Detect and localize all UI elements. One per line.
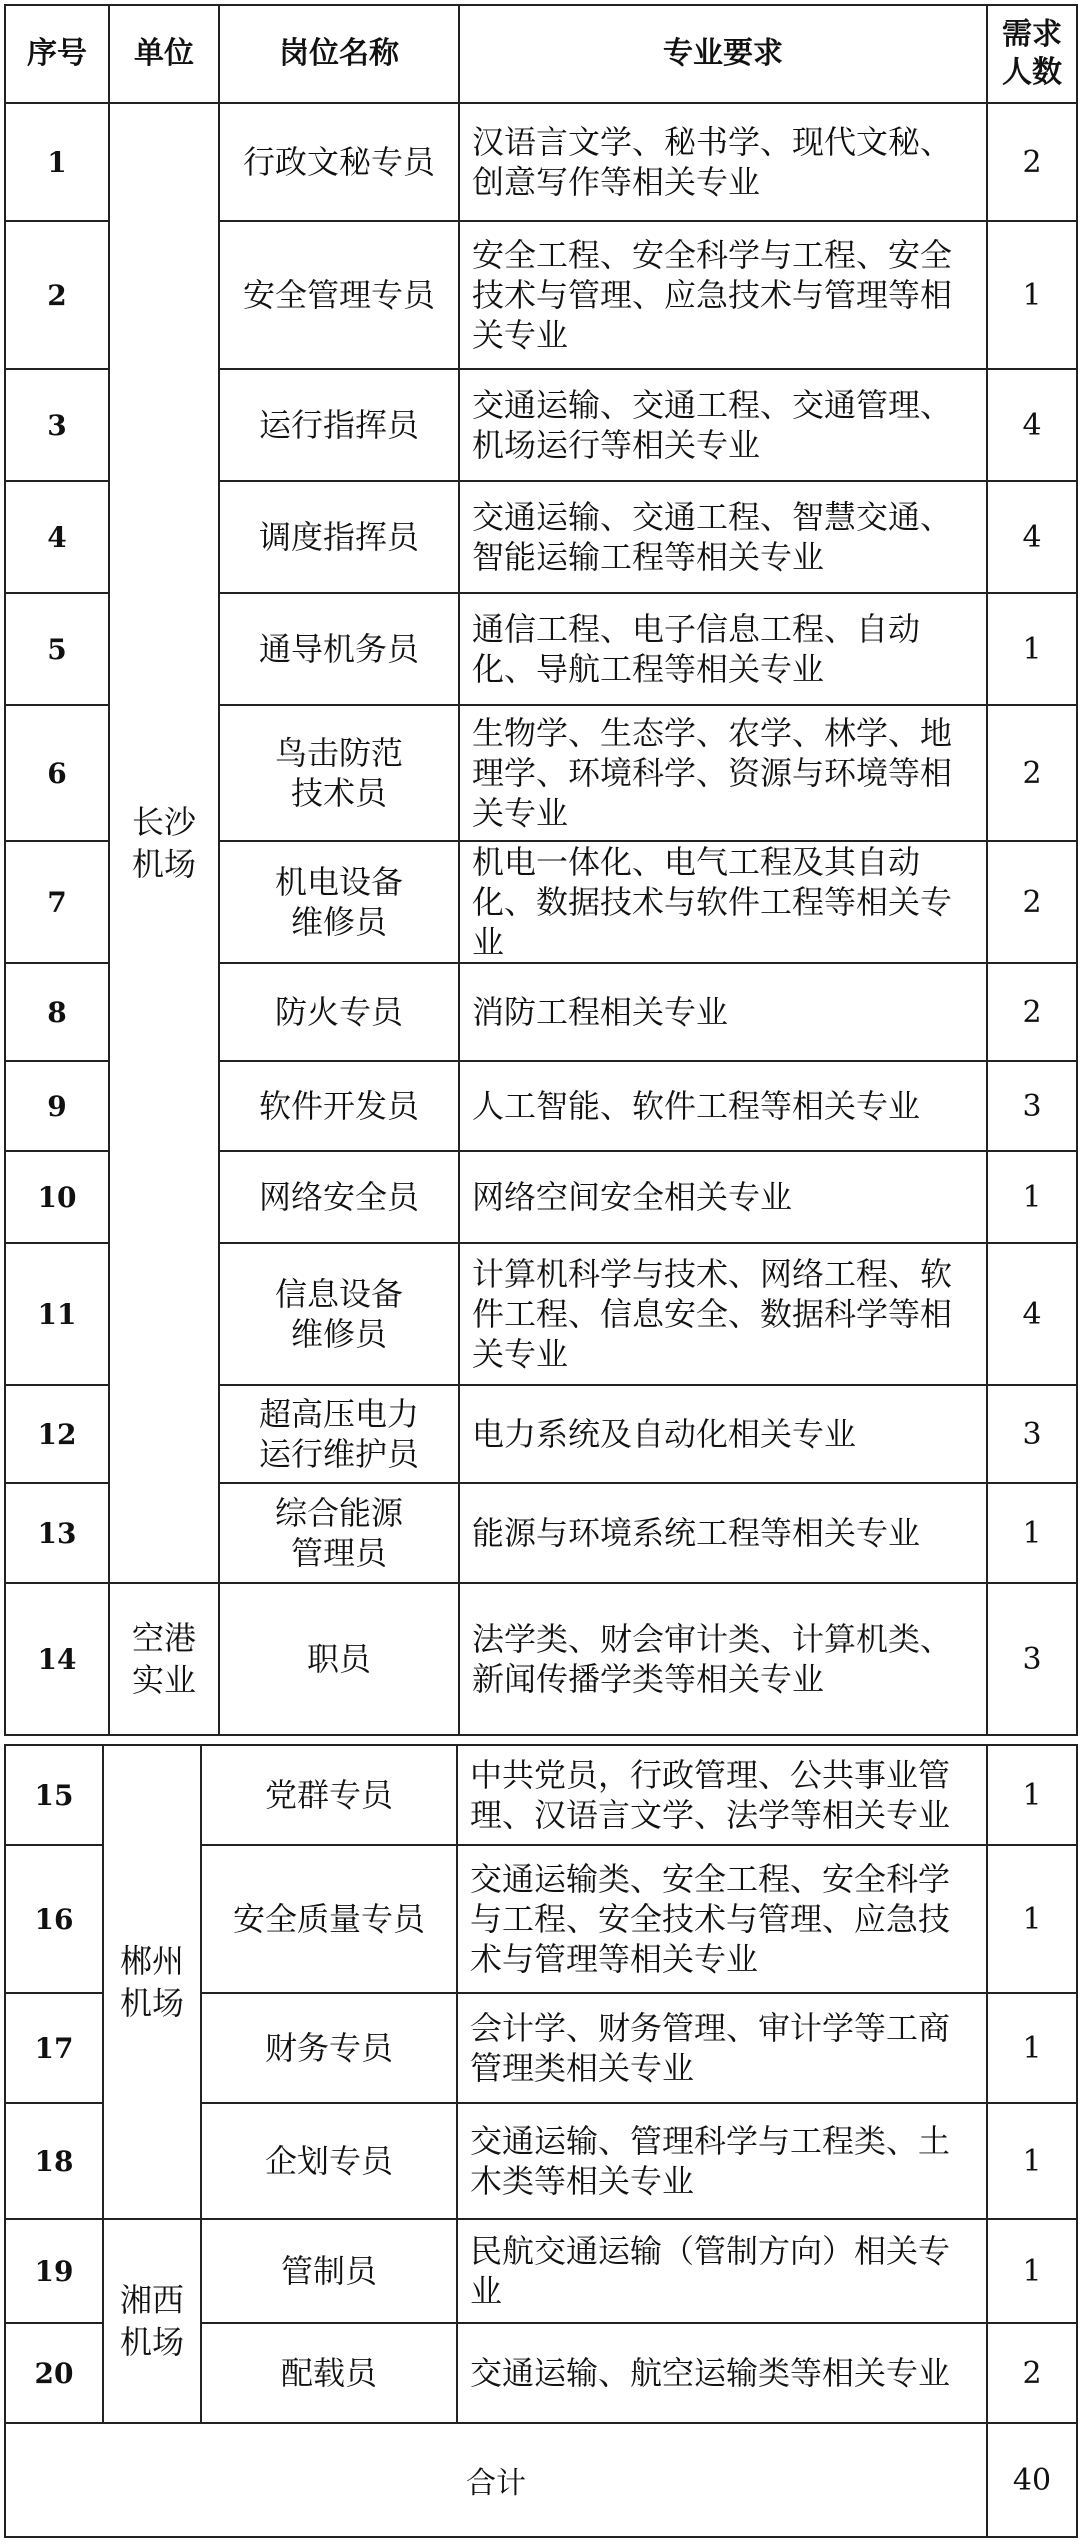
requirement-cell: 法学类、财会审计类、计算机类、新闻传播学类等相关专业 bbox=[459, 1583, 987, 1735]
position-cell: 管制员 bbox=[201, 2219, 457, 2323]
row-no: 2 bbox=[5, 221, 109, 369]
requirement-cell: 交通运输、交通工程、智慧交通、智能运输工程等相关专业 bbox=[459, 481, 987, 593]
requirement-cell: 电力系统及自动化相关专业 bbox=[459, 1385, 987, 1483]
position-cell bbox=[219, 841, 459, 963]
row-no: 8 bbox=[5, 963, 109, 1061]
row-no: 7 bbox=[5, 841, 109, 963]
position-cell: 通导机务员 bbox=[219, 593, 459, 705]
position-label: 综合能源管理员 bbox=[275, 1494, 404, 1572]
requirement-cell: 交通运输、交通工程、交通管理、机场运行等相关专业 bbox=[459, 369, 987, 481]
header-requirement: 专业要求 bbox=[459, 5, 987, 103]
header-seq: 序号 bbox=[5, 5, 109, 103]
requirement-cell: 人工智能、软件工程等相关专业 bbox=[459, 1061, 987, 1151]
count-cell: 2 bbox=[987, 705, 1077, 841]
row-no: 9 bbox=[5, 1061, 109, 1151]
count-cell: 1 bbox=[987, 1483, 1077, 1583]
row-no: 15 bbox=[5, 1745, 103, 1845]
row-no: 10 bbox=[5, 1151, 109, 1243]
unit-cell bbox=[103, 1745, 201, 2219]
row-no: 3 bbox=[5, 369, 109, 481]
requirement-cell: 计算机科学与技术、网络工程、软件工程、信息安全、数据科学等相关专业 bbox=[459, 1243, 987, 1385]
total-row bbox=[5, 2423, 1077, 2537]
position-cell: 行政文秘专员 bbox=[219, 103, 459, 221]
row-no: 14 bbox=[5, 1583, 109, 1735]
row-no: 1 bbox=[5, 103, 109, 221]
position-cell: 党群专员 bbox=[201, 1745, 457, 1845]
count-cell: 4 bbox=[987, 369, 1077, 481]
position-cell: 配载员 bbox=[201, 2323, 457, 2423]
count-cell: 3 bbox=[987, 1583, 1077, 1735]
requirement-cell: 消防工程相关专业 bbox=[459, 963, 987, 1061]
unit-cell bbox=[109, 103, 219, 1583]
position-cell: 软件开发员 bbox=[219, 1061, 459, 1151]
count-cell: 4 bbox=[987, 1243, 1077, 1385]
requirement-cell: 民航交通运输（管制方向）相关专业 bbox=[457, 2219, 987, 2323]
total-label: 合计 bbox=[5, 2423, 987, 2537]
unit-cell bbox=[103, 2219, 201, 2423]
requirement-cell: 通信工程、电子信息工程、自动化、导航工程等相关专业 bbox=[459, 593, 987, 705]
count-cell: 1 bbox=[987, 221, 1077, 369]
position-cell: 防火专员 bbox=[219, 963, 459, 1061]
position-cell bbox=[219, 1243, 459, 1385]
unit-cell bbox=[109, 1583, 219, 1735]
header-position: 岗位名称 bbox=[219, 5, 459, 103]
requirement-cell: 交通运输类、安全工程、安全科学与工程、安全技术与管理、应急技术与管理等相关专业 bbox=[457, 1845, 987, 1993]
position-cell: 财务专员 bbox=[201, 1993, 457, 2103]
position-label: 鸟击防范技术员 bbox=[275, 734, 404, 812]
row-no: 17 bbox=[5, 1993, 103, 2103]
position-cell: 安全质量专员 bbox=[201, 1845, 457, 1993]
unit-xiangxi: 湘西机场 bbox=[120, 2281, 185, 2361]
count-cell: 1 bbox=[987, 1993, 1077, 2103]
position-label: 机电设备维修员 bbox=[275, 863, 404, 941]
table-row bbox=[5, 103, 1077, 221]
position-cell bbox=[219, 705, 459, 841]
row-no: 4 bbox=[5, 481, 109, 593]
row-no: 11 bbox=[5, 1243, 109, 1385]
position-cell: 运行指挥员 bbox=[219, 369, 459, 481]
count-cell: 2 bbox=[987, 963, 1077, 1061]
position-cell: 企划专员 bbox=[201, 2103, 457, 2219]
requirement-cell: 中共党员，行政管理、公共事业管理、汉语言文学、法学等相关专业 bbox=[457, 1745, 987, 1845]
requirement-cell: 机电一体化、电气工程及其自动化、数据技术与软件工程等相关专业 bbox=[459, 841, 987, 963]
count-cell: 1 bbox=[987, 1151, 1077, 1243]
requirement-cell: 交通运输、航空运输类等相关专业 bbox=[457, 2323, 987, 2423]
count-cell: 3 bbox=[987, 1385, 1077, 1483]
row-no: 16 bbox=[5, 1845, 103, 1993]
row-no: 20 bbox=[5, 2323, 103, 2423]
position-label: 超高压电力运行维护员 bbox=[259, 1395, 420, 1473]
table-header-row bbox=[5, 5, 1077, 103]
count-cell: 1 bbox=[987, 593, 1077, 705]
row-no: 6 bbox=[5, 705, 109, 841]
position-label: 信息设备维修员 bbox=[275, 1275, 404, 1353]
count-cell: 2 bbox=[987, 2323, 1077, 2423]
count-cell: 1 bbox=[987, 2219, 1077, 2323]
header-unit: 单位 bbox=[109, 5, 219, 103]
count-cell: 1 bbox=[987, 1745, 1077, 1845]
requirement-cell: 生物学、生态学、农学、林学、地理学、环境科学、资源与环境等相关专业 bbox=[459, 705, 987, 841]
recruitment-table-top bbox=[4, 4, 1078, 1736]
position-cell: 调度指挥员 bbox=[219, 481, 459, 593]
total-count: 40 bbox=[987, 2423, 1077, 2537]
count-cell: 1 bbox=[987, 1845, 1077, 1993]
recruitment-table-bottom bbox=[4, 1744, 1078, 2538]
requirement-cell: 会计学、财务管理、审计学等工商管理类相关专业 bbox=[457, 1993, 987, 2103]
row-no: 19 bbox=[5, 2219, 103, 2323]
table-row bbox=[5, 1745, 1077, 1845]
unit-changsha: 长沙机场 bbox=[132, 803, 197, 883]
requirement-cell: 网络空间安全相关专业 bbox=[459, 1151, 987, 1243]
count-cell: 4 bbox=[987, 481, 1077, 593]
row-no: 13 bbox=[5, 1483, 109, 1583]
row-no: 18 bbox=[5, 2103, 103, 2219]
position-cell: 网络安全员 bbox=[219, 1151, 459, 1243]
position-cell bbox=[219, 1385, 459, 1483]
row-no: 12 bbox=[5, 1385, 109, 1483]
requirement-cell: 安全工程、安全科学与工程、安全技术与管理、应急技术与管理等相关专业 bbox=[459, 221, 987, 369]
table-row bbox=[5, 2219, 1077, 2323]
unit-konggang: 空港实业 bbox=[132, 1619, 197, 1699]
table-row bbox=[5, 1583, 1077, 1735]
count-cell: 1 bbox=[987, 2103, 1077, 2219]
position-cell: 职员 bbox=[219, 1583, 459, 1735]
requirement-cell: 交通运输、管理科学与工程类、土木类等相关专业 bbox=[457, 2103, 987, 2219]
count-cell: 2 bbox=[987, 841, 1077, 963]
row-no: 5 bbox=[5, 593, 109, 705]
unit-chenzhou: 郴州机场 bbox=[120, 1942, 185, 2022]
header-count bbox=[987, 5, 1077, 103]
requirement-cell: 能源与环境系统工程等相关专业 bbox=[459, 1483, 987, 1583]
header-count-label: 需求人数 bbox=[1002, 17, 1062, 90]
requirement-cell: 汉语言文学、秘书学、现代文秘、创意写作等相关专业 bbox=[459, 103, 987, 221]
count-cell: 2 bbox=[987, 103, 1077, 221]
position-cell: 安全管理专员 bbox=[219, 221, 459, 369]
position-cell bbox=[219, 1483, 459, 1583]
count-cell: 3 bbox=[987, 1061, 1077, 1151]
